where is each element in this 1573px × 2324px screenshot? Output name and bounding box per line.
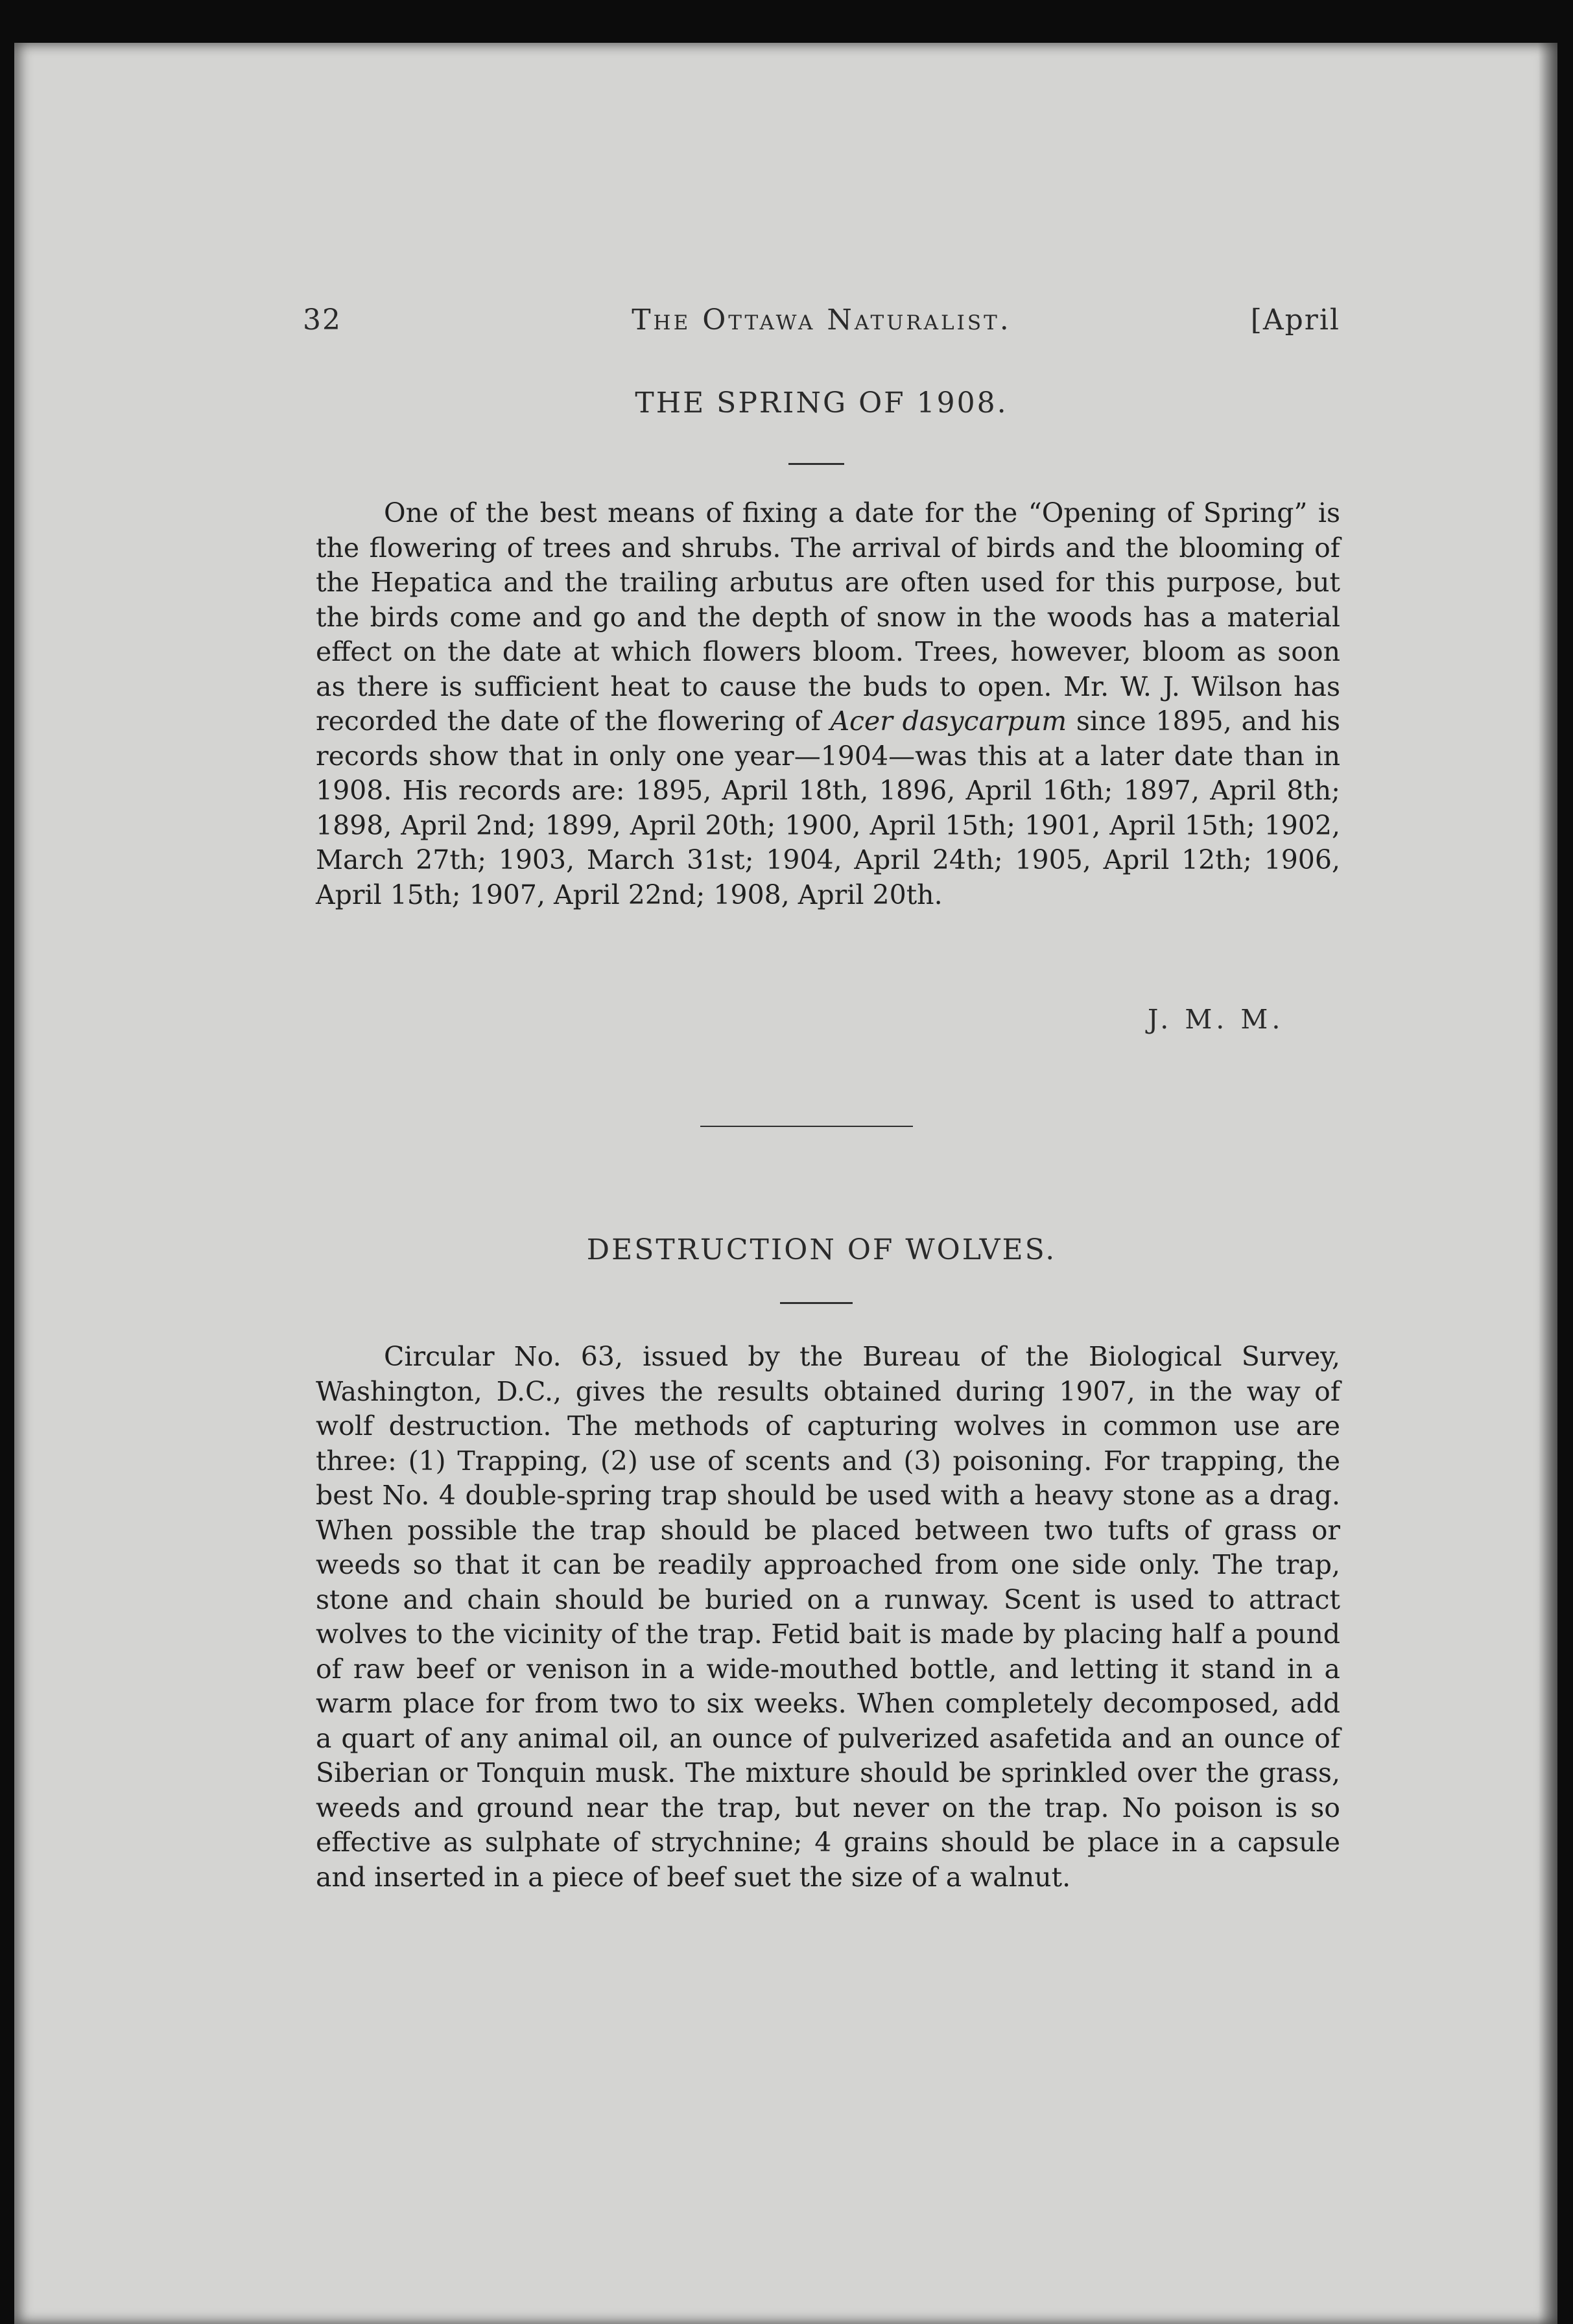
article-body-spring xyxy=(316,496,1340,912)
page-number: 32 xyxy=(303,303,342,337)
title-short-rule xyxy=(788,463,844,465)
running-header xyxy=(303,303,1340,349)
document-page xyxy=(14,43,1557,2324)
section-divider xyxy=(700,1126,913,1127)
article-title-wolves: DESTRUCTION OF WOLVES. xyxy=(586,1233,1057,1266)
title-short-rule xyxy=(780,1302,853,1304)
journal-title: The Ottawa Naturalist. xyxy=(632,303,1011,337)
article-title-spring: THE SPRING OF 1908. xyxy=(635,386,1008,420)
spring-text-part-1: One of the best means of fixing a date for the “Opening of Spring” is the flowering of trees and shrubs. The arrival of birds and the blooming of the Hepatica and the trailing arbutus are often used for this purpose, but the birds come and go and the depth of snow in the woods has a material effect on the date at which flowers bloom. Trees, however, bloom as soon as there is sufficient heat to cause the buds to open. Mr. W. J. Wilson has recorded the date of the flowering of xyxy=(316,497,1340,737)
author-initials: J. M. M. xyxy=(1148,1004,1284,1035)
spring-text-part-2: since 1895, and his records show that in only one year—1904—was this at a later date than in 1908. His records are: 1895, April 18th, 1896, April 16th; 1897, April 8th; 1898, April 2nd; 1899, April 20th; 1900, April 15th; 1901, April 15th; 1902, March 27th; 1903, March 31st; 1904, April 24th; 1905, April 12th; 1906, April 15th; 1907, April 22nd; 1908, April 20th. xyxy=(316,706,1340,910)
species-name: Acer dasycarpum xyxy=(830,706,1067,737)
issue-month: [April xyxy=(1250,303,1340,337)
article-body-wolves: Circular No. 63, issued by the Bureau of the Biological Survey, Washington, D.C., gives the results obtained during 1907, in the way of wolf destruction. The methods of capturing wolves in common use are three: (1) Trapping, (2) use of scents and (3) poisoning. For trapping, the best No. 4 double-spring trap should be used with a heavy stone as a drag. When possible the trap should be placed between two tufts of grass or weeds so that it can be readily approached from one side only. The trap, stone and chain should be buried on a runway. Scent is used to attract wolves to the vicinity of the trap. Fetid bait is made by placing half a pound of raw beef or venison in a wide-mouthed bottle, and letting it stand in a warm place for from two to six weeks. When completely decomposed, add a quart of any animal oil, an ounce of pulverized asafetida and an ounce of Siberian or Tonquin musk. The mixture should be sprinkled over the grass, weeds and ground near the trap, but never on the trap. No poison is so effective as sulphate of strychnine; 4 grains should be place in a capsule and inserted in a piece of beef suet the size of a walnut. xyxy=(316,1341,1340,1893)
